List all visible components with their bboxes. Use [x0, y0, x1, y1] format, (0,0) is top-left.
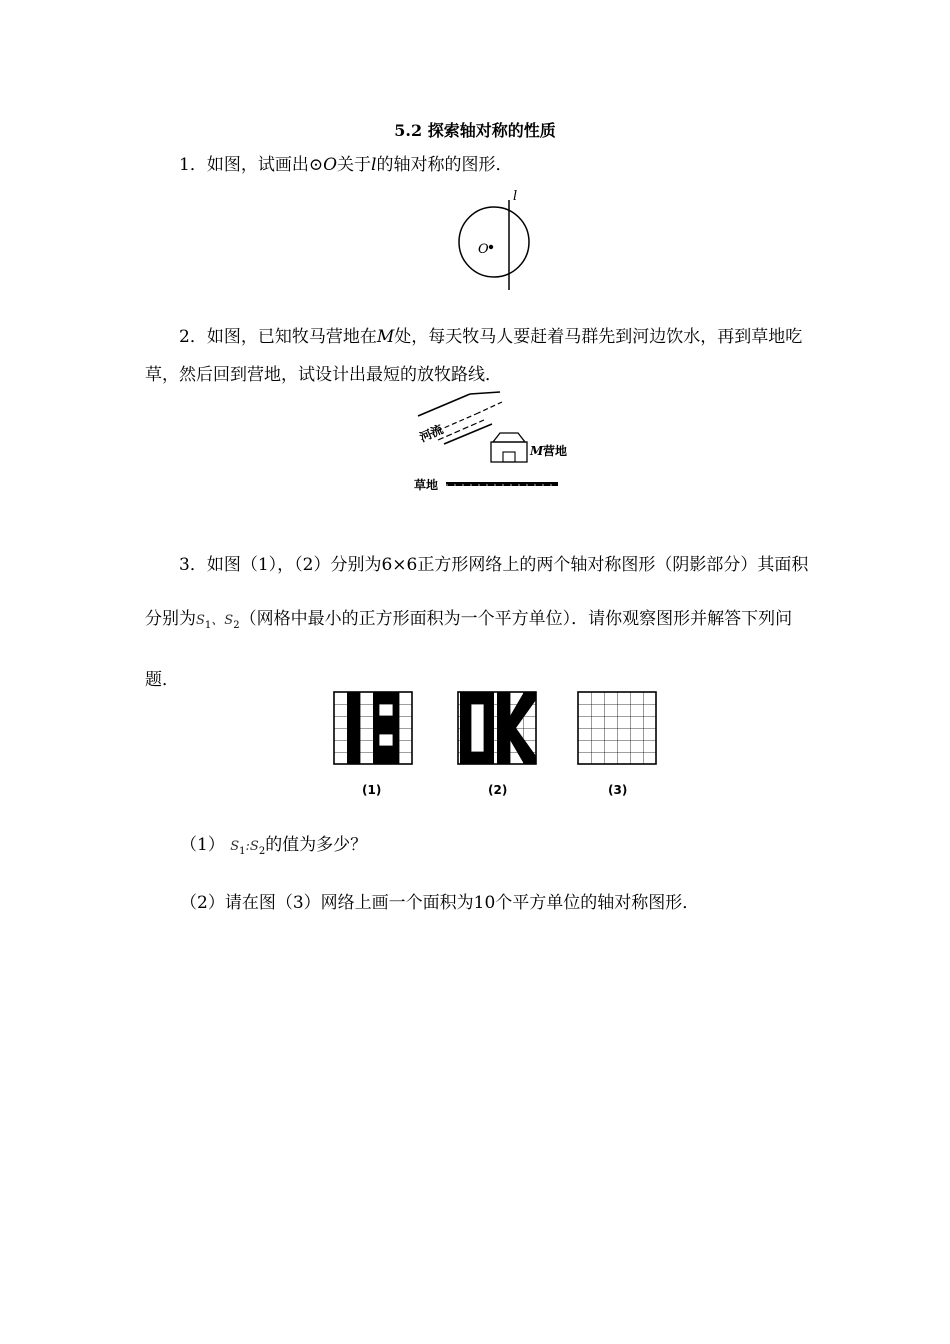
fig-label-1: (1) [362, 783, 382, 797]
camp [491, 433, 567, 462]
camp-label: 营地 [543, 444, 568, 458]
label-l: l [513, 189, 518, 204]
river-camp-figure [410, 392, 590, 497]
river-label: 河流 [417, 422, 446, 445]
question-3: 3．如图（1），（2）分别为6×6正方形网络上的两个轴对称图形（阴影部分）其面积分别为$S_1$、$S_2$（网格中最小的正方形面积为一个平方单位）．请你观察图形并解答下列问题． [145, 555, 809, 690]
grid-figures [330, 690, 670, 802]
question-number: 3． [179, 555, 207, 575]
grid-3[interactable] [578, 692, 656, 764]
fig-label-3: (3) [608, 783, 628, 797]
circle-o [459, 207, 529, 277]
grass-label: 草地 [414, 478, 439, 492]
camp-m-label: M [530, 444, 544, 458]
question-1: 1．如图，试画出⊙O关于l的轴对称的图形． [179, 155, 513, 175]
page-title: 5.2 探索轴对称的性质 [394, 121, 556, 140]
sub-question-2: （2）请在图（3）网络上画一个面积为10个平方单位的轴对称图形． [180, 893, 700, 913]
grid-2 [458, 692, 536, 764]
circle-figure [450, 186, 540, 296]
question-number: 1． [179, 155, 207, 175]
question-2: 2．如图，已知牧马营地在M处，每天牧马人要赶着马群先到河边饮水，再到草地吃草，然后回到营地，试设计出最短的放牧路线． [145, 327, 803, 385]
center-point [489, 245, 493, 249]
river [417, 392, 502, 445]
label-o: O [478, 242, 489, 257]
question-number: 2． [179, 327, 207, 347]
grid-1 [334, 692, 412, 764]
fig-label-2: (2) [488, 783, 508, 797]
grassland [414, 477, 558, 492]
sub-question-1: （1） $S_1:S_2$的值为多少？ [180, 835, 368, 857]
